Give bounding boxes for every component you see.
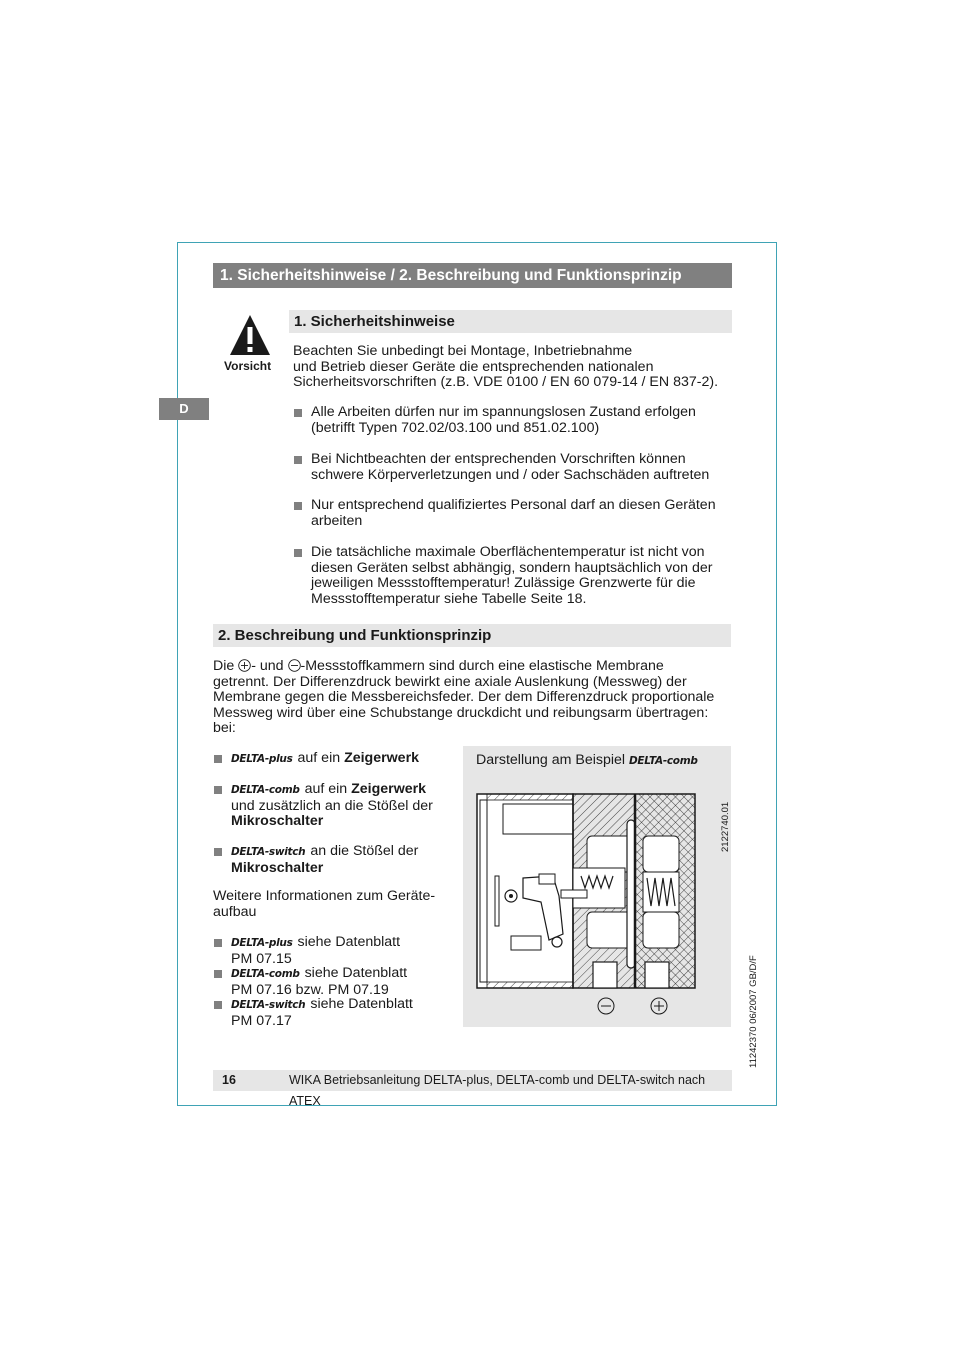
safety-bullet: Alle Arbeiten dürfen nur im spannungslosen Zustand erfolgen (betrifft Typen 702.02/03.100 und 851.02.100) — [293, 405, 751, 436]
safety-bullet: Nur entsprechend qualifiziertes Personal darf an diesen Geräten arbeiten — [293, 498, 751, 529]
section-heading-description: 2. Beschreibung und Funktionsprinzip — [213, 624, 731, 647]
delta-plus-logo: DELTA-plus — [231, 937, 293, 949]
figure-caption: Darstellung am Beispiel DELTA-comb — [476, 752, 698, 768]
page-title: 1. Sicherheitshinweise / 2. Beschreibung und Funktionsprinzip — [213, 263, 732, 288]
language-tab: D — [159, 398, 209, 420]
warning-label: Vorsicht — [224, 359, 272, 373]
figure-reference-number: 2122740.01 — [720, 801, 731, 852]
delta-switch-logo: DELTA-switch — [231, 999, 306, 1011]
minus-circle-icon — [288, 659, 301, 672]
plus-circle-icon — [238, 659, 251, 672]
document-code: 11242370 06/2007 GB/D/F — [748, 955, 759, 1068]
description-paragraph: Die - und -Messstoffkammern sind durch eine elastische Membrane getrennt. Der Differenzdruck bewirkt eine axiale Auslenkung (Messweg) der Membrane gegen die Messbereichsfeder. Der dem Differenzdruck proportionale Messweg wird über eine Schubstange druckdicht und reibungsarm übertragen: bei: — [213, 658, 715, 736]
delta-comb-logo: DELTA-comb — [231, 784, 300, 796]
footer-bar — [213, 1070, 732, 1108]
safety-bullet: Bei Nichtbeachten der entsprechenden Vorschriften können schwere Körperverletzungen und / oder Sachschäden auftreten — [293, 452, 751, 483]
footer-text: WIKA Betriebsanleitung DELTA-plus, DELTA-comb und DELTA-switch nach ATEX — [289, 1073, 706, 1108]
datasheet-item: DELTA-plus siehe Datenblatt PM 07.15 — [213, 935, 471, 967]
device-item-comb: DELTA-comb auf ein Zeigerwerk und zusätzlich an die Stößel der Mikroschalter — [213, 782, 471, 830]
more-info-text: Weitere Informationen zum Geräte- aufbau — [213, 888, 436, 920]
safety-intro: Beachten Sie unbedingt bei Montage, Inbetriebnahme und Betrieb dieser Geräte die entsprechenden nationalen Sicherheitsvorschriften (z.B. VDE 0100 / EN 60 079-14 / EN 837-2). — [293, 343, 719, 390]
delta-comb-logo: DELTA-comb — [629, 755, 698, 767]
delta-plus-logo: DELTA-plus — [231, 753, 293, 765]
safety-bullet: Die tatsächliche maximale Oberflächentemperatur ist nicht von diesen Geräten selbst abhängig, sondern hauptsächlich von der jeweiligen Messstofftemperatur! Zulässige Grenzwerte für die Messstofftemperatur siehe Tabelle Seite 18. — [293, 545, 751, 607]
warning-icon — [228, 313, 272, 357]
section-heading-safety: 1. Sicherheitshinweise — [289, 310, 732, 333]
device-cross-section-drawing — [463, 746, 731, 1027]
datasheet-item: DELTA-switch siehe Datenblatt PM 07.17 — [213, 997, 471, 1029]
device-item-switch: DELTA-switch an die Stößel der Mikroschalter — [213, 844, 471, 876]
delta-switch-logo: DELTA-switch — [231, 846, 306, 858]
delta-comb-logo: DELTA-comb — [231, 968, 300, 980]
datasheet-item: DELTA-comb siehe Datenblatt PM 07.16 bzw. PM 07.19 — [213, 966, 471, 998]
device-item-plus: DELTA-plus auf ein Zeigerwerk — [213, 751, 471, 768]
page-number: 16 — [222, 1073, 236, 1087]
